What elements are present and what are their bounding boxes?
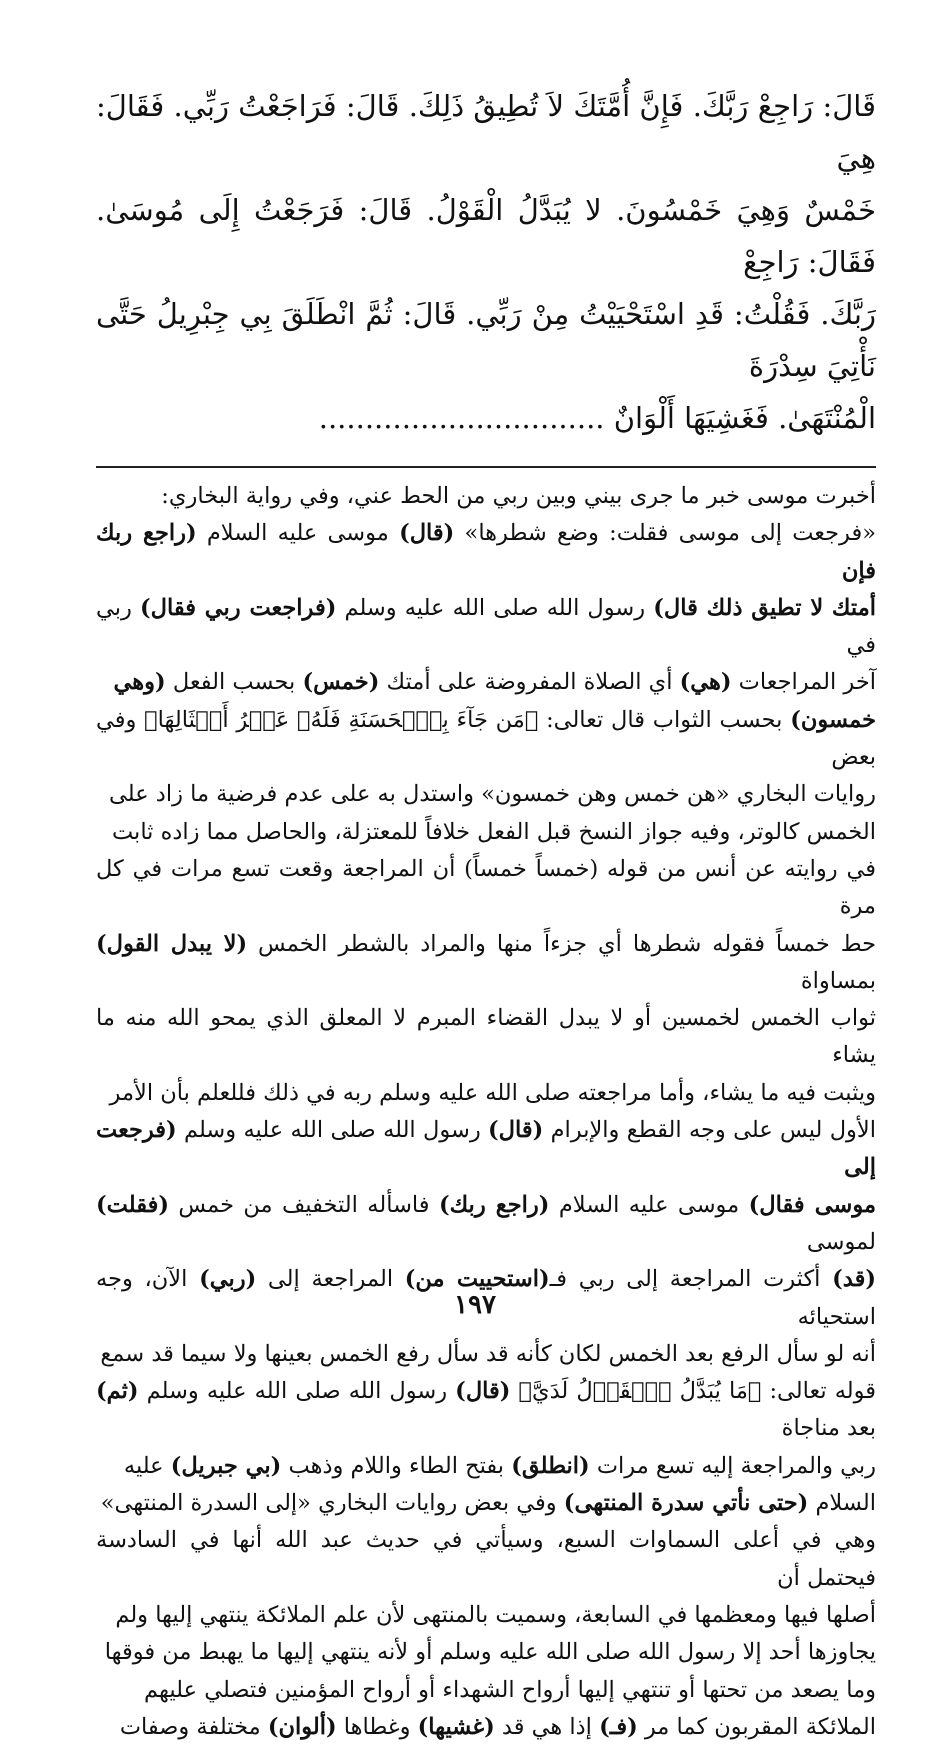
page-number: ١٩٧ xyxy=(454,1290,496,1320)
commentary-line: (قد) أكثرت المراجعة إلى ربي فـ(استحييت من) المراجعة إلى (ربي) الآن، وجه استحيائه xyxy=(96,1266,876,1330)
commentary-line: موسى فقال) موسى عليه السلام (راجع ربك) فاسأله التخفيف من خمس (فقلت) لموسى xyxy=(96,1191,877,1255)
page-body xyxy=(96,80,876,1746)
hadith-line: خَمْسٌ وَهِيَ خَمْسُونَ. لا يُبَدَّلُ الْقَوْلُ. قَالَ: فَرَجَعْتُ إِلَى مُوسَىٰ. فَقَالَ: رَاجِعْ xyxy=(96,193,876,279)
commentary-line: خمسون) بحسب الثواب قال تعالى: ﴿مَن جَآءَ بِٱلۡحَسَنَةِ فَلَهُۥ عَشۡرُ أَمۡثَالِهَا﴾ وفي بعض xyxy=(96,706,876,771)
commentary-line: ويثبت فيه ما يشاء، وأما مراجعته صلى الله عليه وسلم ربه في ذلك فللعلم بأن الأمر xyxy=(109,1079,876,1106)
hadith-line: رَبَّكَ. فَقُلْتُ: قَدِ اسْتَحْيَيْتُ مِنْ رَبِّي. قَالَ: ثُمَّ انْطَلَقَ بِي جِبْرِيلُ حَتَّى نَأْتِيَ سِدْرَةَ xyxy=(96,297,876,383)
commentary-line: الخمس كالوتر، وفيه جواز النسخ قبل الفعل خلافاً للمعتزلة، والحاصل مما زاده ثابت xyxy=(111,818,876,845)
commentary-line: أنه لو سأل الرفع بعد الخمس لكان كأنه قد سأل رفع الخمس بعينها ولا سيما قد سمع xyxy=(100,1340,876,1367)
commentary-line: وهي في أعلى السماوات السبع، وسيأتي في حديث عبد الله أنها في السادسة فيحتمل أن xyxy=(96,1527,876,1591)
commentary-line: روايات البخاري «هن خمس وهن خمسون» واستدل به على عدم فرضية ما زاد على xyxy=(109,781,876,808)
commentary-line: في روايته عن أنس من قوله (خمساً خمساً) أن المراجعة وقعت تسع مرات في كل مرة xyxy=(96,855,876,920)
hadith-line: قَالَ: رَاجِعْ رَبَّكَ. فَإِنَّ أُمَّتَكَ لاَ تُطِيقُ ذَلِكَ. قَالَ: فَرَاجَعْتُ رَبِّي. فَقَالَ: هِيَ xyxy=(96,89,876,175)
hadith-text xyxy=(96,80,876,444)
commentary-line: ربي والمراجعة إليه تسع مرات (انطلق) بفتح الطاء واللام وذهب (بي جبريل) عليه xyxy=(123,1452,876,1479)
commentary-line: ثواب الخمس لخمسين أو لا يبدل القضاء المبرم لا المعلق الذي يمحو الله منه ما يشاء xyxy=(96,1005,876,1069)
commentary-line: الأول ليس على وجه القطع والإبرام (قال) رسول الله صلى الله عليه وسلم (فرجعت إلى xyxy=(96,1117,877,1181)
commentary-line: أمتك لا تطيق ذلك قال) رسول الله صلى الله عليه وسلم (فراجعت ربي فقال) ربي في xyxy=(96,594,876,659)
commentary-line: يجاوزها أحد إلا رسول الله صلى الله عليه وسلم أو لأنه ينتهي إليها ما يهبط من فوقها xyxy=(104,1639,876,1666)
commentary-line: آخر المراجعات (هي) أي الصلاة المفروضة على أمتك (خمس) بحسب الفعل (وهي xyxy=(113,669,876,696)
commentary-text xyxy=(96,478,876,1746)
separator-rule xyxy=(96,466,876,468)
commentary-line: قوله تعالى: ﴿مَا يُبَدَّلُ ٱلۡقَوۡلُ لَدَيَّ﴾ (قال) رسول الله صلى الله عليه وسلم (ثم) بعد مناجاة xyxy=(96,1378,876,1442)
hadith-line: الْمُنْتَهَىٰ. فَغَشِيَهَا أَلْوَانٌ ............................... xyxy=(318,401,876,435)
commentary-line: الملائكة المقربون كما مر (فـ) إذا هي قد (غشيها) وغطاها (ألوان) مختلفة وصفات xyxy=(119,1713,876,1740)
commentary-line: «فرجعت إلى موسى فقلت: وضع شطرها» (قال) موسى عليه السلام (راجع ربك فإن xyxy=(96,520,876,584)
commentary-line: أخبرت موسى خبر ما جرى بيني وبين ربي من الحط عني، وفي رواية البخاري: xyxy=(161,483,876,509)
commentary-line: حط خمساً فقوله شطرها أي جزءاً منها والمراد بالشطر الخمس (لا يبدل القول) بمساواة xyxy=(96,930,876,994)
commentary-line: السلام (حتى نأتي سدرة المنتهى) وفي بعض روايات البخاري «إلى السدرة المنتهى» xyxy=(100,1490,876,1517)
commentary-line: أصلها فيها ومعظمها في السابعة، وسميت بالمنتهى لأن علم الملائكة ينتهي إليها ولم xyxy=(115,1601,876,1628)
commentary-line: وما يصعد من تحتها أو تنتهي إليها أرواح الشهداء أو أرواح المؤمنين فتصلي عليهم xyxy=(144,1676,876,1703)
